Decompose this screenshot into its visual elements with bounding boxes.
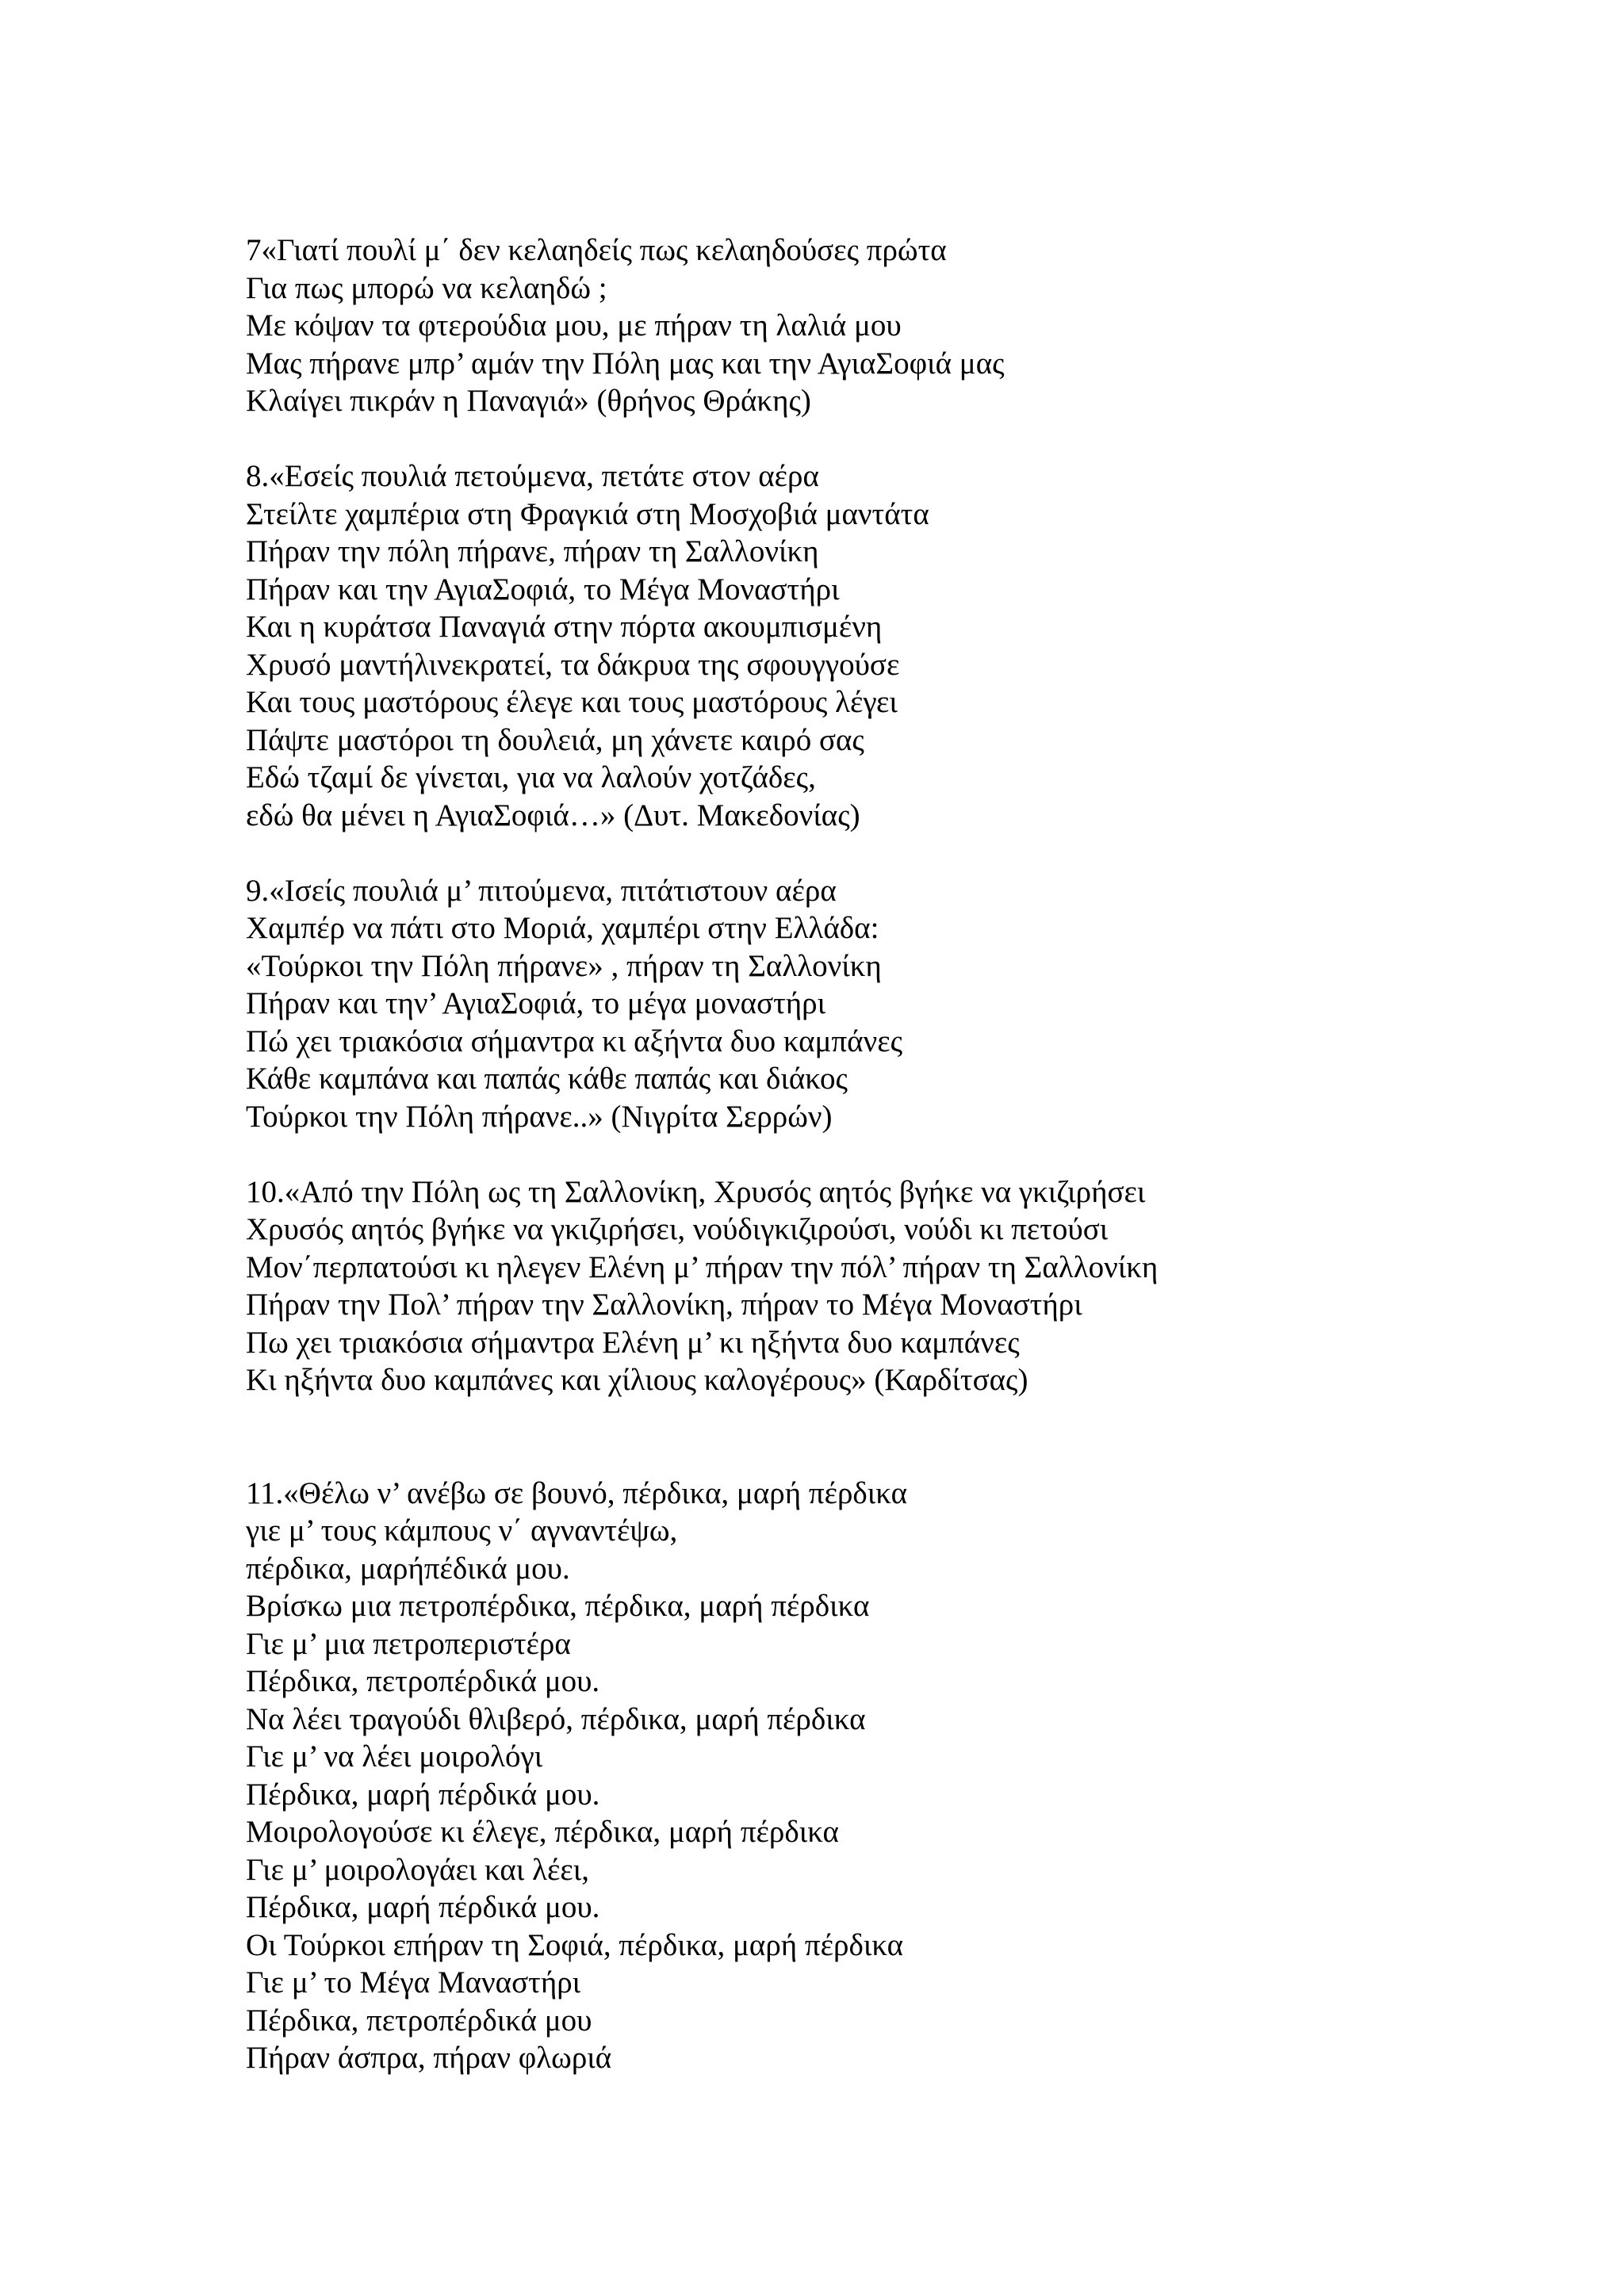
poem-line: Μον΄περπατούσι κι ηλεγεν Ελένη μ’ πήραν την πόλ’ πήραν τη Σαλλονίκη: [246, 1249, 1159, 1284]
poem-line: Γιε μ’ να λέει μοιρολόγι: [246, 1739, 543, 1774]
poem-line: γιε μ’ τους κάμπους ν΄ αγναντέψω,: [246, 1513, 678, 1548]
poem-line: Και τους μαστόρους έλεγε και τους μαστόρους λέγει: [246, 685, 898, 719]
poem-line: Γιε μ’ μια πετροπεριστέρα: [246, 1626, 571, 1661]
poem-line: Πήραν την Πολ’ πήραν την Σαλλονίκη, πήραν το Μέγα Μοναστήρι: [246, 1288, 1082, 1322]
poem-line: Να λέει τραγούδι θλιβερό, πέρδικα, μαρή πέρδικα: [246, 1701, 866, 1736]
poem-line: Με κόψαν τα φτερούδια μου, με πήραν τη λαλιά μου: [246, 308, 902, 342]
poem-line: Οι Τούρκοι επήραν τη Σοφιά, πέρδικα, μαρή πέρδικα: [246, 1927, 904, 1962]
poem-line: Κάθε καμπάνα και παπάς κάθε παπάς και διάκος: [246, 1062, 848, 1096]
stanza-gap: [246, 1135, 1594, 1173]
poem-8: [246, 457, 1594, 834]
poem-line: Πήραν άσπρα, πήραν φλωριά: [246, 2041, 612, 2075]
poem-9: [246, 872, 1594, 1136]
poem-line: Χαμπέρ να πάτι στο Μοριά, χαμπέρι στην Ελλάδα:: [246, 911, 879, 945]
poem-line: Μας πήρανε μπρ’ αμάν την Πόλη μας και την ΑγιαΣοφιά μας: [246, 346, 1005, 381]
poem-line: 7«Γιατί πουλί μ΄ δεν κελαηδείς πως κελαηδούσες πρώτα: [246, 233, 947, 267]
poem-line: Βρίσκω μια πετροπέρδικα, πέρδικα, μαρή πέρδικα: [246, 1589, 870, 1623]
poem-line: πέρδικα, μαρήπέδικά μου.: [246, 1551, 570, 1586]
poem-line: Για πως μπορώ να κελαηδώ ;: [246, 270, 607, 305]
poem-line: Πήραν την πόλη πήρανε, πήραν τη Σαλλονίκη: [246, 534, 819, 568]
poem-line: Πέρδικα, πετροπέρδικά μου: [246, 2003, 592, 2038]
poem-line: Πέρδικα, μαρή πέρδικά μου.: [246, 1777, 600, 1812]
stanza-gap: [246, 1399, 1594, 1475]
poem-line: Πήραν και την ΑγιαΣοφιά, το Μέγα Μοναστήρι: [246, 572, 840, 607]
poem-line: 10.«Από την Πόλη ως τη Σαλλονίκη, Χρυσός αητός βγήκε να γκιζιρήσει: [246, 1174, 1146, 1209]
poem-line: Τούρκοι την Πόλη πήρανε..» (Νιγρίτα Σερρών): [246, 1099, 833, 1134]
poem-line: Μοιρολογούσε κι έλεγε, πέρδικα, μαρή πέρδικα: [246, 1815, 839, 1849]
document-body: [246, 232, 1594, 2077]
poem-line: «Τούρκοι την Πόλη πήρανε» , πήραν τη Σαλλονίκη: [246, 948, 882, 983]
stanza-gap: [246, 420, 1594, 458]
poem-line: Χρυσός αητός βγήκε να γκιζιρήσει, νούδιγκιζιρούσι, νούδι κι πετούσι: [246, 1212, 1109, 1246]
poem-line: εδώ θα μένει η ΑγιαΣοφιά…» (Δυτ. Μακεδονίας): [246, 798, 860, 832]
poem-line: Εδώ τζαμί δε γίνεται, για να λαλούν χοτζάδες,: [246, 760, 816, 794]
poem-line: Κλαίγει πικράν η Παναγιά» (θρήνος Θράκης): [246, 384, 811, 418]
poem-line: Στείλτε χαμπέρια στη Φραγκιά στη Μοσχοβιά μαντάτα: [246, 496, 929, 531]
poem-line: Πέρδικα, πετροπέρδικά μου.: [246, 1664, 600, 1698]
poem-10: [246, 1173, 1594, 1399]
poem-line: Πάψτε μαστόροι τη δουλειά, μη χάνετε καιρό σας: [246, 722, 864, 757]
poem-line: Πήραν και την’ ΑγιαΣοφιά, το μέγα μοναστήρι: [246, 986, 826, 1020]
poem-line: 9.«Ισείς πουλιά μ’ πιτούμενα, πιτάτιστουν αέρα: [246, 873, 837, 908]
poem-line: Πω χει τριακόσια σήμαντρα Ελένη μ’ κι ηξήντα δυο καμπάνες: [246, 1325, 1020, 1360]
poem-line: Κι ηξήντα δυο καμπάνες και χίλιους καλογέρους» (Καρδίτσας): [246, 1363, 1028, 1397]
stanza-gap: [246, 834, 1594, 872]
poem-line: 8.«Εσείς πουλιά πετούμενα, πετάτε στον αέρα: [246, 459, 819, 493]
poem-line: Χρυσό μαντήλινεκρατεί, τα δάκρυα της σφουγγούσε: [246, 647, 900, 682]
poem-line: Πέρδικα, μαρή πέρδικά μου.: [246, 1890, 600, 1924]
poem-line: Γιε μ’ μοιρολογάει και λέει,: [246, 1852, 589, 1887]
poem-line: Γιε μ’ το Μέγα Μαναστήρι: [246, 1965, 581, 1999]
poem-line: Και η κυράτσα Παναγιά στην πόρτα ακουμπισμένη: [246, 610, 883, 644]
poem-line: 11.«Θέλω ν’ ανέβω σε βουνό, πέρδικα, μαρή πέρδικα: [246, 1475, 908, 1510]
poem-line: Πώ χει τριακόσια σήμαντρα κι αξήντα δυο καμπάνες: [246, 1024, 903, 1058]
poem-7: [246, 232, 1594, 420]
poem-11: [246, 1475, 1594, 2077]
